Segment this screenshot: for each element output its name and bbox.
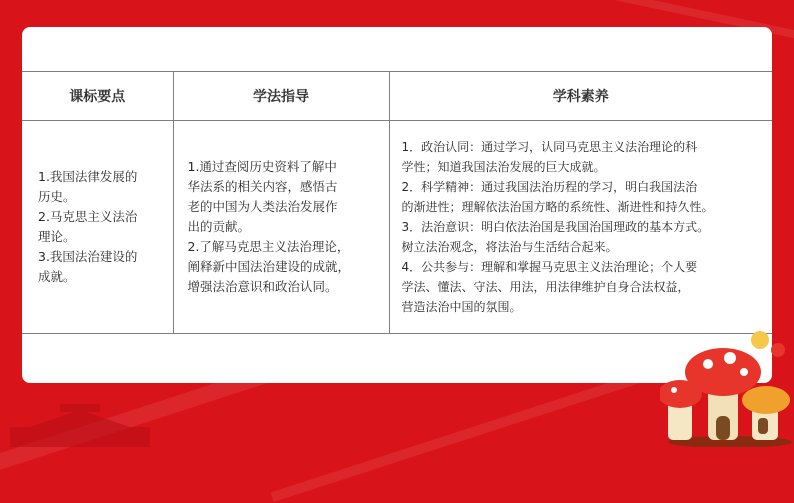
pagoda-silhouette-icon (0, 402, 160, 447)
cell-line: 2．科学精神：通过我国法治历程的学习，明白我国法治 (401, 180, 698, 194)
header-curriculum-points: 课标要点 (22, 72, 173, 121)
cell-line: 成就。 (38, 269, 76, 284)
cell-line: 的渐进性；理解依法治国方略的系统性、渐进性和持久性。 (401, 200, 714, 214)
table-header-row (22, 72, 772, 121)
cell-line: 4．公共参与：理解和掌握马克思主义法治理论；个人要 (401, 260, 698, 274)
cell-line: 出的贡献。 (187, 219, 251, 234)
cell-line: 理论。 (38, 229, 76, 244)
cell-line: 1.我国法律发展的 (38, 169, 138, 184)
cell-line: 1.通过查阅历史资料了解中 (187, 159, 337, 174)
mushroom-house-icon (660, 320, 794, 447)
cell-line: 学法、懂法、守法、用法，用法律维护自身合法权益， (401, 280, 690, 294)
cell-line: 1．政治认同：通过学习，认同马克思主义法治理论的科 (401, 140, 698, 154)
cell-line: 2.了解马克思主义法治理论， (187, 239, 350, 254)
cell-subject-literacy (389, 121, 772, 334)
cell-line: 营造法治中国的氛围。 (401, 300, 522, 314)
header-subject-literacy: 学科素养 (389, 72, 772, 121)
header-study-guidance: 学法指导 (173, 72, 389, 121)
cell-line: 华法系的相关内容，感悟古 (187, 179, 338, 194)
cell-line: 老的中国为人类法治发展作 (187, 199, 338, 214)
cell-line: 学性；知道我国法治发展的巨大成就。 (401, 160, 606, 174)
cell-line: 历史。 (38, 189, 76, 204)
cell-curriculum-points (22, 121, 173, 334)
curriculum-table (22, 71, 772, 334)
cell-line: 2.马克思主义法治 (38, 209, 138, 224)
cell-line: 增强法治意识和政治认同。 (187, 279, 338, 294)
cell-line: 树立法治观念，将法治与生活结合起来。 (401, 240, 618, 254)
table-row (22, 121, 772, 334)
cell-line: 3．法治意识：明白依法治国是我国治国理政的基本方式。 (401, 220, 710, 234)
cell-study-guidance (173, 121, 389, 334)
cell-line: 阐释新中国法治建设的成就， (187, 259, 351, 274)
cell-line: 3.我国法治建设的 (38, 249, 138, 264)
